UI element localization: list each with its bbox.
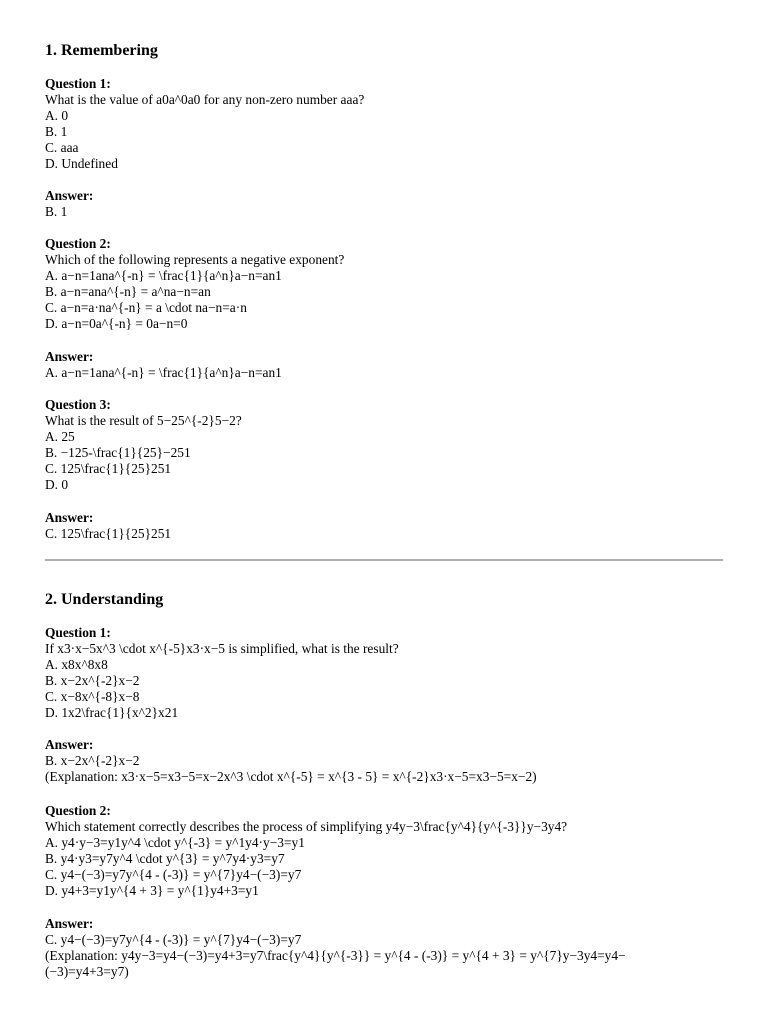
question-label: Question 2: (45, 236, 111, 251)
question-label: Question 3: (45, 397, 111, 412)
section-title-remembering: 1. Remembering (45, 42, 158, 59)
answer-explanation: (Explanation: x3·x−5=x3−5=x−2x^3 \cdot x^{-5} = x^{3 - 5} = x^{-2}x3·x−5=x3−5=x−2) (45, 769, 537, 784)
answer-text: B. 1 (45, 204, 68, 219)
option: B. 1 (45, 124, 68, 139)
option: C. 125\frac{1}{25}251 (45, 461, 172, 476)
question-label: Question 1: (45, 76, 111, 91)
question-label: Question 2: (45, 803, 111, 818)
answer-text: C. 125\frac{1}{25}251 (45, 526, 172, 541)
option: A. x8x^8x8 (45, 657, 108, 672)
option: C. a−n=a·na^{-n} = a \cdot na−n=a·n (45, 300, 247, 315)
option: C. aaa (45, 140, 79, 155)
answer-label: Answer: (45, 737, 94, 752)
option: A. a−n=1ana^{-n} = \frac{1}{a^n}a−n=an1 (45, 268, 282, 283)
question-text: What is the result of 5−25^{-2}5−2? (45, 413, 242, 428)
option: B. a−n=ana^{-n} = a^na−n=an (45, 284, 211, 299)
answer-text: A. a−n=1ana^{-n} = \frac{1}{a^n}a−n=an1 (45, 365, 282, 380)
question-text: Which of the following represents a negative exponent? (45, 252, 345, 267)
option: C. x−8x^{-8}x−8 (45, 689, 140, 704)
option: A. 0 (45, 108, 69, 123)
option: B. y4·y3=y7y^4 \cdot y^{3} = y^7y4·y3=y7 (45, 851, 285, 866)
question-label: Question 1: (45, 625, 111, 640)
answer-text: B. x−2x^{-2}x−2 (45, 753, 140, 768)
option: D. y4+3=y1y^{4 + 3} = y^{1}y4+3=y1 (45, 883, 259, 898)
option: D. Undefined (45, 156, 118, 171)
question-text: Which statement correctly describes the process of simplifying y4y−3\frac{y^4}{y^{-3}}y−3y4? (45, 819, 568, 834)
option: D. a−n=0a^{-n} = 0a−n=0 (45, 316, 188, 331)
option: A. y4·y−3=y1y^4 \cdot y^{-3} = y^1y4·y−3=y1 (45, 835, 305, 850)
answer-text: C. y4−(−3)=y7y^{4 - (-3)} = y^{7}y4−(−3)=y7 (45, 932, 302, 947)
section-divider (45, 559, 723, 561)
question-text: What is the value of a0a^0a0 for any non-zero number aaa? (45, 92, 365, 107)
option: B. x−2x^{-2}x−2 (45, 673, 140, 688)
answer-label: Answer: (45, 188, 94, 203)
answer-label: Answer: (45, 349, 94, 364)
question-text: If x3·x−5x^3 \cdot x^{-5}x3·x−5 is simplified, what is the result? (45, 641, 399, 656)
section-title-understanding: 2. Understanding (45, 591, 164, 608)
option: B. −125-\frac{1}{25}−251 (45, 445, 191, 460)
option: D. 1x2\frac{1}{x^2}x21 (45, 705, 179, 720)
answer-label: Answer: (45, 510, 94, 525)
option: D. 0 (45, 477, 69, 492)
option: A. 25 (45, 429, 75, 444)
option: C. y4−(−3)=y7y^{4 - (-3)} = y^{7}y4−(−3)=y7 (45, 867, 302, 882)
answer-explanation: (Explanation: y4y−3=y4−(−3)=y4+3=y7\frac{y^4}{y^{-3}} = y^{4 - (-3)} = y^{4 + 3} = y^{7}y−3y4=y4− (45, 948, 626, 963)
answer-explanation-continued: (−3)=y4+3=y7) (45, 964, 129, 979)
answer-label: Answer: (45, 916, 94, 931)
